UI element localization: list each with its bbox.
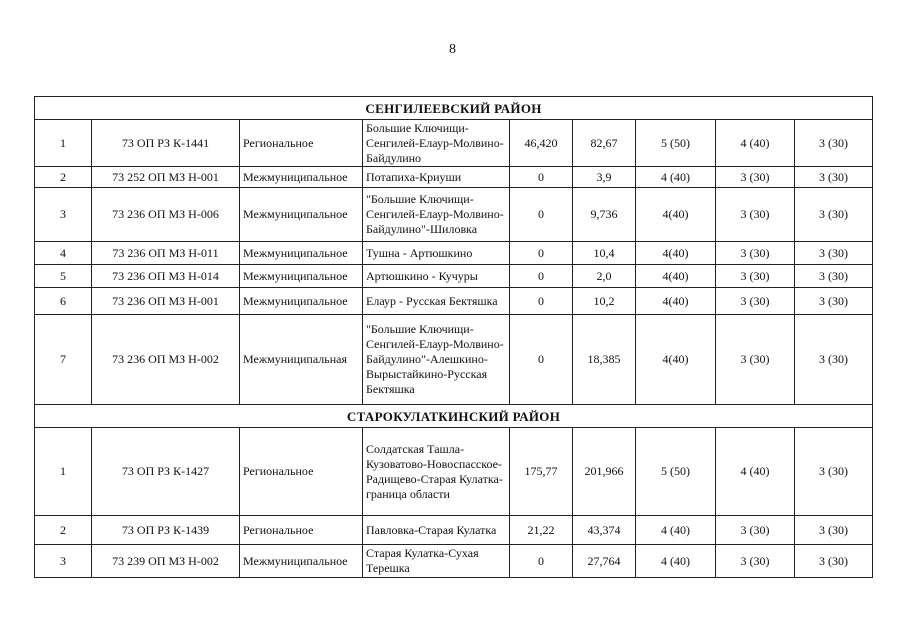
km-start-cell: 0 [510, 188, 573, 242]
road-name-cell: Елаур - Русская Бектяшка [363, 288, 510, 315]
km-start-cell: 175,77 [510, 428, 573, 516]
road-category-cell: Межмуниципальное [240, 545, 363, 578]
road-id-cell: 73 236 ОП МЗ Н-002 [92, 315, 240, 405]
road-name-cell: Солдатская Ташла-Кузоватово-Новоспасское-Радищево-Старая Кулатка-граница области [363, 428, 510, 516]
row-number: 3 [35, 545, 92, 578]
row-number: 2 [35, 516, 92, 545]
value-cell-2: 3 (30) [716, 242, 795, 265]
road-name-cell: "Большие Ключищи-Сенгилей-Елаур-Молвино-Байдулино"-Шиловка [363, 188, 510, 242]
value-cell-2: 3 (30) [716, 545, 795, 578]
km-end-cell: 10,4 [573, 242, 636, 265]
km-end-cell: 18,385 [573, 315, 636, 405]
value-cell-3: 3 (30) [795, 516, 873, 545]
row-number: 2 [35, 167, 92, 188]
road-id-cell: 73 ОП РЗ К-1439 [92, 516, 240, 545]
value-cell-2: 3 (30) [716, 265, 795, 288]
value-cell-2: 4 (40) [716, 428, 795, 516]
value-cell-2: 3 (30) [716, 315, 795, 405]
road-name-cell: Потапиха-Криуши [363, 167, 510, 188]
value-cell-1: 4(40) [636, 288, 716, 315]
km-end-cell: 201,966 [573, 428, 636, 516]
value-cell-3: 3 (30) [795, 315, 873, 405]
road-category-cell: Межмуниципальное [240, 167, 363, 188]
value-cell-3: 3 (30) [795, 188, 873, 242]
value-cell-3: 3 (30) [795, 428, 873, 516]
table-row [35, 265, 873, 288]
road-id-cell: 73 236 ОП МЗ Н-001 [92, 288, 240, 315]
value-cell-2: 3 (30) [716, 188, 795, 242]
row-number: 4 [35, 242, 92, 265]
road-category-cell: Межмуниципальное [240, 265, 363, 288]
road-category-cell: Межмуниципальная [240, 315, 363, 405]
value-cell-3: 3 (30) [795, 545, 873, 578]
value-cell-1: 4 (40) [636, 167, 716, 188]
road-category-cell: Межмуниципальное [240, 288, 363, 315]
table-row [35, 167, 873, 188]
road-id-cell: 73 ОП РЗ К-1441 [92, 120, 240, 167]
km-start-cell: 21,22 [510, 516, 573, 545]
km-end-cell: 3,9 [573, 167, 636, 188]
row-number: 1 [35, 120, 92, 167]
km-end-cell: 82,67 [573, 120, 636, 167]
road-name-cell: Артюшкино - Кучуры [363, 265, 510, 288]
road-category-cell: Региональное [240, 516, 363, 545]
section-title: СТАРОКУЛАТКИНСКИЙ РАЙОН [35, 405, 873, 428]
table-row [35, 188, 873, 242]
km-start-cell: 0 [510, 167, 573, 188]
road-id-cell: 73 252 ОП МЗ Н-001 [92, 167, 240, 188]
road-name-cell: Большие Ключищи-Сенгилей-Елаур-Молвино-Байдулино [363, 120, 510, 167]
road-id-cell: 73 239 ОП МЗ Н-002 [92, 545, 240, 578]
road-name-cell: Павловка-Старая Кулатка [363, 516, 510, 545]
value-cell-1: 4 (40) [636, 545, 716, 578]
value-cell-1: 5 (50) [636, 120, 716, 167]
km-start-cell: 0 [510, 315, 573, 405]
section-header-row [35, 97, 873, 120]
km-start-cell: 0 [510, 265, 573, 288]
road-category-cell: Межмуниципальное [240, 242, 363, 265]
km-start-cell: 0 [510, 288, 573, 315]
km-end-cell: 10,2 [573, 288, 636, 315]
road-id-cell: 73 236 ОП МЗ Н-006 [92, 188, 240, 242]
row-number: 6 [35, 288, 92, 315]
km-start-cell: 46,420 [510, 120, 573, 167]
km-end-cell: 27,764 [573, 545, 636, 578]
road-name-cell: "Большие Ключищи-Сенгилей-Елаур-Молвино-Байдулино"-Алешкино-Вырыстайкино-Русская Бектяшка [363, 315, 510, 405]
road-id-cell: 73 236 ОП МЗ Н-011 [92, 242, 240, 265]
table-row [35, 120, 873, 167]
value-cell-2: 3 (30) [716, 516, 795, 545]
row-number: 3 [35, 188, 92, 242]
row-number: 1 [35, 428, 92, 516]
km-start-cell: 0 [510, 545, 573, 578]
road-category-cell: Региональное [240, 120, 363, 167]
value-cell-1: 4(40) [636, 242, 716, 265]
value-cell-1: 4 (40) [636, 516, 716, 545]
value-cell-1: 4(40) [636, 315, 716, 405]
table-row [35, 428, 873, 516]
km-end-cell: 43,374 [573, 516, 636, 545]
road-id-cell: 73 236 ОП МЗ Н-014 [92, 265, 240, 288]
value-cell-3: 3 (30) [795, 265, 873, 288]
row-number: 5 [35, 265, 92, 288]
table-row [35, 288, 873, 315]
value-cell-3: 3 (30) [795, 288, 873, 315]
table-row [35, 242, 873, 265]
page-number: 8 [449, 42, 456, 57]
value-cell-1: 5 (50) [636, 428, 716, 516]
table-row [35, 516, 873, 545]
value-cell-3: 3 (30) [795, 242, 873, 265]
value-cell-2: 3 (30) [716, 167, 795, 188]
road-id-cell: 73 ОП РЗ К-1427 [92, 428, 240, 516]
table-body [35, 97, 873, 578]
row-number: 7 [35, 315, 92, 405]
road-name-cell: Старая Кулатка-Сухая Терешка [363, 545, 510, 578]
roads-table [34, 96, 873, 578]
value-cell-3: 3 (30) [795, 120, 873, 167]
table-row [35, 545, 873, 578]
value-cell-1: 4(40) [636, 265, 716, 288]
value-cell-3: 3 (30) [795, 167, 873, 188]
road-name-cell: Тушна - Артюшкино [363, 242, 510, 265]
section-header-row [35, 405, 873, 428]
km-start-cell: 0 [510, 242, 573, 265]
table-row [35, 315, 873, 405]
road-category-cell: Региональное [240, 428, 363, 516]
km-end-cell: 9,736 [573, 188, 636, 242]
km-end-cell: 2,0 [573, 265, 636, 288]
value-cell-2: 4 (40) [716, 120, 795, 167]
section-title: СЕНГИЛЕЕВСКИЙ РАЙОН [35, 97, 873, 120]
road-category-cell: Межмуниципальное [240, 188, 363, 242]
value-cell-2: 3 (30) [716, 288, 795, 315]
value-cell-1: 4(40) [636, 188, 716, 242]
